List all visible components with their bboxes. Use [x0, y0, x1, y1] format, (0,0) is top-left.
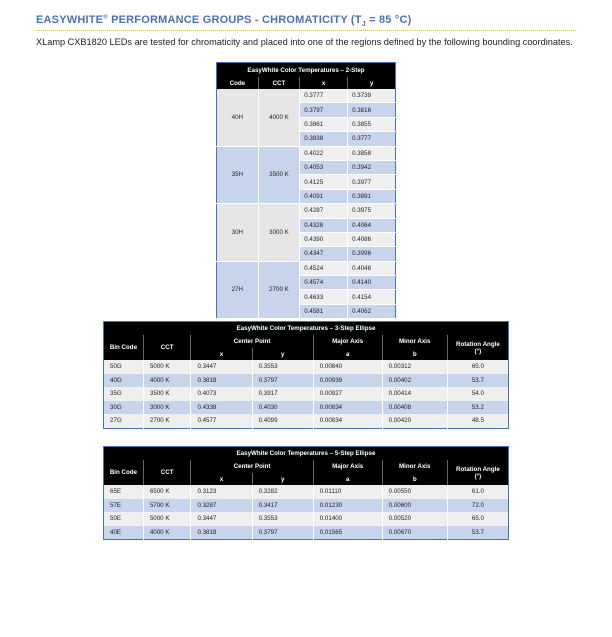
col-header-x: x	[191, 473, 252, 485]
col-header-code: Code	[217, 77, 259, 89]
x-cell: 0.4390	[300, 232, 348, 246]
col-header-a: a	[313, 348, 382, 360]
rotation-angle-cell: 53.7	[447, 374, 508, 388]
col-header-rotation-angle: Rotation Angle (°)	[447, 335, 508, 360]
x-cell: 0.4524	[300, 261, 348, 275]
table-row	[217, 89, 396, 103]
x-cell: 0.3287	[191, 499, 252, 513]
col-header-major-axis: Major Axis	[313, 460, 382, 473]
cct-cell: 5000 K	[143, 512, 191, 526]
minor-axis-cell: 0.00402	[382, 374, 447, 388]
x-cell: 0.3838	[300, 132, 348, 146]
table-row	[104, 401, 509, 415]
x-cell: 0.4633	[300, 290, 348, 304]
cct-cell: 5000 K	[143, 360, 191, 374]
x-cell: 0.3447	[191, 512, 252, 526]
col-header-cct: CCT	[143, 335, 191, 360]
table-2-step-caption: EasyWhite Color Temperatures – 2-Step	[217, 63, 396, 78]
x-cell: 0.3797	[300, 103, 348, 117]
x-cell: 0.4125	[300, 175, 348, 189]
x-cell: 0.3818	[191, 526, 252, 540]
y-cell: 0.3942	[348, 160, 396, 174]
y-cell: 0.4064	[348, 218, 396, 232]
bin-code-cell: 30H	[217, 204, 259, 262]
rotation-angle-cell: 61.0	[447, 485, 508, 499]
title-divider	[36, 30, 576, 31]
y-cell: 0.3977	[348, 175, 396, 189]
minor-axis-cell: 0.00550	[382, 485, 447, 499]
table-row	[104, 526, 509, 540]
x-cell: 0.4338	[191, 401, 252, 415]
col-header-a: a	[313, 473, 382, 485]
page-title: EASYWHITE® PERFORMANCE GROUPS - CHROMATICITY ($T_J = 85$ °C)	[36, 14, 412, 29]
col-header-x: x	[300, 77, 348, 89]
cct-cell: 4000 K	[258, 89, 300, 146]
y-cell: 0.3739	[348, 89, 396, 103]
table-row	[217, 261, 396, 275]
col-header-minor-axis: Minor Axis	[382, 460, 447, 473]
col-header-b: b	[382, 473, 447, 485]
col-header-y: y	[252, 473, 313, 485]
cct-cell: 3500 K	[258, 146, 300, 204]
rotation-angle-cell: 48.5	[447, 414, 508, 428]
x-cell: 0.4091	[300, 189, 348, 203]
y-cell: 0.4062	[348, 304, 396, 318]
cct-cell: 3000 K	[258, 204, 300, 262]
rotation-angle-cell: 53.7	[447, 526, 508, 540]
rotation-angle-cell: 53.2	[447, 401, 508, 415]
col-header-y: y	[348, 77, 396, 89]
cct-cell: 5700 K	[143, 499, 191, 513]
rotation-angle-cell: 65.0	[447, 512, 508, 526]
x-cell: 0.4022	[300, 146, 348, 160]
major-axis-cell: 0.01110	[313, 485, 382, 499]
table-row	[104, 360, 509, 374]
y-cell: 0.3917	[252, 387, 313, 401]
cct-cell: 3500 K	[143, 387, 191, 401]
bin-code-cell: 30G	[104, 401, 144, 415]
table-row	[104, 414, 509, 428]
major-axis-cell: 0.01230	[313, 499, 382, 513]
y-cell: 0.3417	[252, 499, 313, 513]
table-row	[104, 512, 509, 526]
bin-code-cell: 35G	[104, 387, 144, 401]
y-cell: 0.3996	[348, 247, 396, 261]
y-cell: 0.4030	[252, 401, 313, 415]
major-axis-cell: 0.00927	[313, 387, 382, 401]
col-header-bin-code: Bin Code	[104, 460, 144, 485]
y-cell: 0.3777	[348, 132, 396, 146]
table-row	[104, 485, 509, 499]
minor-axis-cell: 0.00420	[382, 414, 447, 428]
col-header-y: y	[252, 348, 313, 360]
x-cell: 0.3818	[191, 374, 252, 388]
bin-code-cell: 50E	[104, 512, 144, 526]
col-header-rotation-angle: Rotation Angle (°)	[447, 460, 508, 485]
rotation-angle-cell: 54.0	[447, 387, 508, 401]
rotation-angle-cell: 65.0	[447, 360, 508, 374]
table-row	[104, 499, 509, 513]
table-3-step-caption: EasyWhite Color Temperatures – 3-Step Ellipse	[104, 322, 509, 336]
rotation-angle-cell: 72.0	[447, 499, 508, 513]
bin-code-cell: 40G	[104, 374, 144, 388]
y-cell: 0.3975	[348, 204, 396, 218]
table-2-step	[216, 62, 396, 319]
col-header-bin-code: Bin Code	[104, 335, 144, 360]
cct-cell: 2700 K	[258, 261, 300, 319]
cct-cell: 3000 K	[143, 401, 191, 415]
x-cell: 0.3447	[191, 360, 252, 374]
x-cell: 0.4287	[300, 204, 348, 218]
x-cell: 0.4581	[300, 304, 348, 318]
bin-code-cell: 40E	[104, 526, 144, 540]
table-5-step-ellipse	[103, 446, 509, 540]
col-header-major-axis: Major Axis	[313, 335, 382, 348]
cct-cell: 2700 K	[143, 414, 191, 428]
bin-code-cell: 57E	[104, 499, 144, 513]
col-header-x: x	[191, 348, 252, 360]
x-cell: 0.3777	[300, 89, 348, 103]
x-cell: 0.3861	[300, 117, 348, 131]
y-cell: 0.3855	[348, 117, 396, 131]
y-cell: 0.4099	[252, 414, 313, 428]
bin-code-cell: 27H	[217, 261, 259, 319]
y-cell: 0.4086	[348, 232, 396, 246]
cct-cell: 4000 K	[143, 526, 191, 540]
bin-code-cell: 35H	[217, 146, 259, 204]
y-cell: 0.4154	[348, 290, 396, 304]
major-axis-cell: 0.00939	[313, 374, 382, 388]
major-axis-cell: 0.01565	[313, 526, 382, 540]
bin-code-cell: 65E	[104, 485, 144, 499]
minor-axis-cell: 0.00670	[382, 526, 447, 540]
minor-axis-cell: 0.00600	[382, 499, 447, 513]
x-cell: 0.4347	[300, 247, 348, 261]
major-axis-cell: 0.00840	[313, 360, 382, 374]
x-cell: 0.4053	[300, 160, 348, 174]
table-row	[217, 146, 396, 160]
x-cell: 0.4574	[300, 276, 348, 290]
table-row	[104, 374, 509, 388]
table-row	[217, 204, 396, 218]
y-cell: 0.3553	[252, 512, 313, 526]
cct-cell: 4000 K	[143, 374, 191, 388]
bin-code-cell: 40H	[217, 89, 259, 146]
x-cell: 0.4073	[191, 387, 252, 401]
y-cell: 0.4140	[348, 276, 396, 290]
y-cell: 0.3553	[252, 360, 313, 374]
major-axis-cell: 0.01400	[313, 512, 382, 526]
y-cell: 0.3797	[252, 526, 313, 540]
table-5-step-caption: EasyWhite Color Temperatures – 5-Step Ellipse	[104, 447, 509, 461]
col-header-cct: CCT	[143, 460, 191, 485]
major-axis-cell: 0.00834	[313, 414, 382, 428]
col-header-cct: CCT	[258, 77, 300, 89]
x-cell: 0.3123	[191, 485, 252, 499]
col-header-center-point: Center Point	[191, 460, 313, 473]
minor-axis-cell: 0.00520	[382, 512, 447, 526]
col-header-b: b	[382, 348, 447, 360]
x-cell: 0.4577	[191, 414, 252, 428]
col-header-center-point: Center Point	[191, 335, 313, 348]
minor-axis-cell: 0.00414	[382, 387, 447, 401]
minor-axis-cell: 0.00312	[382, 360, 447, 374]
bin-code-cell: 50G	[104, 360, 144, 374]
table-3-step-ellipse	[103, 321, 509, 429]
y-cell: 0.3282	[252, 485, 313, 499]
y-cell: 0.3797	[252, 374, 313, 388]
table-row	[104, 387, 509, 401]
bin-code-cell: 27G	[104, 414, 144, 428]
minor-axis-cell: 0.00408	[382, 401, 447, 415]
cct-cell: 6500 K	[143, 485, 191, 499]
y-cell: 0.3891	[348, 189, 396, 203]
y-cell: 0.3816	[348, 103, 396, 117]
col-header-minor-axis: Minor Axis	[382, 335, 447, 348]
x-cell: 0.4328	[300, 218, 348, 232]
intro-text: XLamp CXB1820 LEDs are tested for chromaticity and placed into one of the regions defined by the following bounding coordinates.	[36, 37, 573, 47]
major-axis-cell: 0.00834	[313, 401, 382, 415]
y-cell: 0.3858	[348, 146, 396, 160]
y-cell: 0.4048	[348, 261, 396, 275]
